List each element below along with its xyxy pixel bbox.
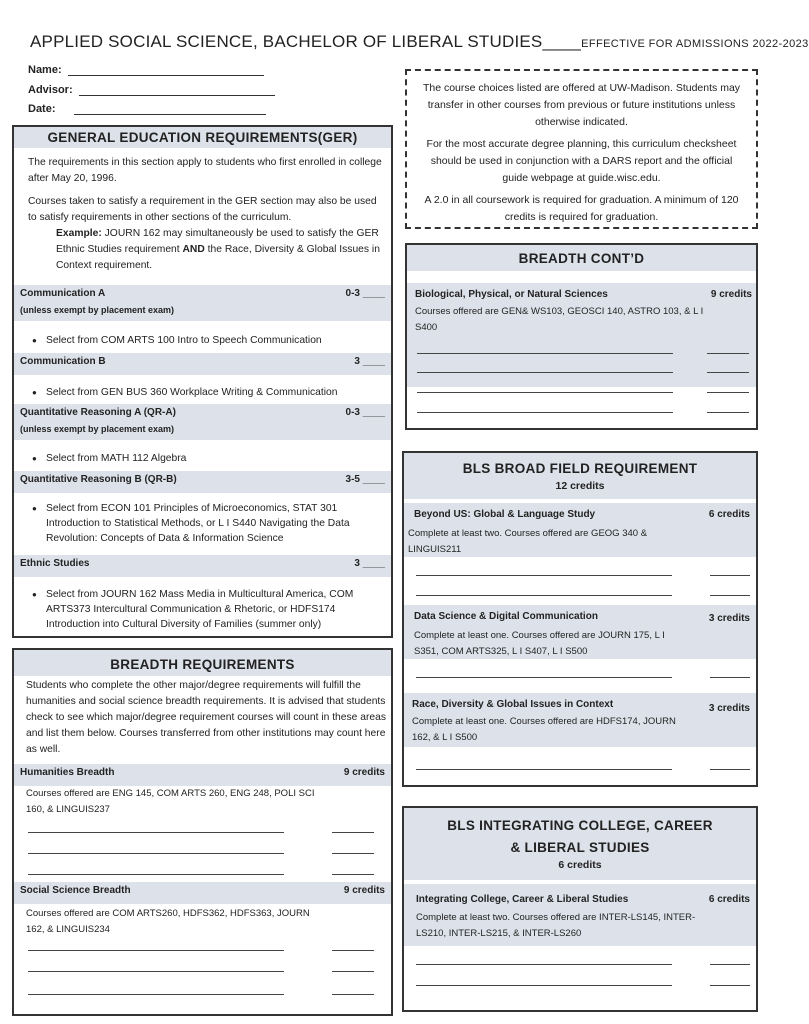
- race-diversity-desc: Complete at least one. Courses offered are HDFS174, JOURN 162, & L I S500: [412, 716, 676, 743]
- example-and: AND: [182, 244, 205, 255]
- qr-b-credits: 3-5 ____: [345, 474, 385, 485]
- breadth-contd-section: [405, 243, 758, 430]
- humanities-credit-blank-3[interactable]: [332, 874, 374, 875]
- beyond-us-desc: Complete at least two. Courses offered are GEOG 340 & LINGUIS211: [408, 528, 648, 555]
- data-science-credits: 3 credits: [708, 613, 750, 624]
- notice-p1: The course choices listed are offered at UW-Madison. Students may transfer in other courses from previous or future institutions unless otherwise indicated.: [422, 82, 741, 128]
- humanities-credits: 9 credits: [343, 767, 385, 778]
- beyond-us-credit-blank-1[interactable]: [710, 575, 750, 576]
- humanities-blank-2[interactable]: [28, 853, 284, 854]
- bio-label: Biological, Physical, or Natural Sciences: [415, 289, 608, 300]
- notice-p3: A 2.0 in all coursework is required for graduation. A minimum of 120 credits is required for graduation.: [424, 194, 739, 223]
- integrating-label: Integrating College, Career & Liberal Studies: [416, 894, 629, 905]
- bls-field-credits: 12 credits: [555, 480, 605, 492]
- name-field[interactable]: [28, 64, 264, 76]
- data-science-credit-blank-1[interactable]: [710, 677, 750, 678]
- qr-a-bullet: ● Select from MATH 112 Algebra: [28, 451, 388, 466]
- breadth-section: [12, 648, 393, 1016]
- breadth-contd-heading: BREADTH CONT’D: [407, 245, 756, 271]
- bio-blank-1[interactable]: [417, 353, 673, 354]
- bls-integrating-heading-2: & LIBERAL STUDIES: [510, 840, 650, 855]
- qr-a-row: [14, 404, 391, 440]
- ger-section: [12, 125, 393, 638]
- beyond-us-credits: 6 credits: [708, 509, 750, 520]
- race-diversity-credits: 3 credits: [708, 703, 750, 714]
- bio-blank-2[interactable]: [417, 372, 673, 373]
- social-credits: 9 credits: [343, 885, 385, 896]
- name-label: Name:: [28, 64, 62, 76]
- humanities-blank-3[interactable]: [28, 874, 284, 875]
- comm-a-row: [14, 285, 391, 321]
- date-field[interactable]: [28, 103, 266, 115]
- bio-credits: 9 credits: [710, 289, 752, 300]
- notice-p2: For the most accurate degree planning, this curriculum checksheet should be used in conjunction with a DARS report and the official guide webpage at guide.wisc.edu.: [426, 138, 737, 184]
- qr-a-credits: 0-3 ____: [345, 407, 385, 418]
- humanities-desc: Courses offered are ENG 145, COM ARTS 260, ENG 248, POLI SCI 160, & LINGUIS237: [26, 788, 315, 815]
- beyond-us-credit-blank-2[interactable]: [710, 595, 750, 596]
- date-line[interactable]: [74, 114, 266, 115]
- race-diversity-blank-1[interactable]: [416, 769, 672, 770]
- integrating-credit-blank-1[interactable]: [710, 964, 750, 965]
- social-label: Social Science Breadth: [20, 885, 131, 896]
- integrating-blank-2[interactable]: [416, 985, 672, 986]
- advisor-label: Advisor:: [28, 84, 73, 96]
- bio-credit-blank-1[interactable]: [707, 353, 749, 354]
- integrating-item-credits: 6 credits: [708, 894, 750, 905]
- humanities-row: [14, 764, 391, 786]
- bio-credit-blank-2[interactable]: [707, 372, 749, 373]
- comm-b-bullet: ● Select from GEN BUS 360 Workplace Writing & Communication: [28, 385, 388, 400]
- name-line[interactable]: [68, 75, 264, 76]
- data-science-label: Data Science & Digital Communication: [414, 611, 598, 622]
- bio-credit-blank-3[interactable]: [707, 392, 749, 393]
- advisor-field[interactable]: [28, 84, 275, 96]
- date-label: Date:: [28, 103, 56, 115]
- comm-b-row: [14, 353, 391, 375]
- ethnic-credits: 3 ____: [354, 558, 385, 569]
- bls-integrating-heading-1: BLS INTEGRATING COLLEGE, CAREER: [447, 818, 713, 833]
- social-blank-2[interactable]: [28, 971, 284, 972]
- ger-intro-2: Courses taken to satisfy a requirement in the GER section may also be used to satisfy requirements in other sections of the curriculum.: [28, 196, 377, 223]
- beyond-us-blank-2[interactable]: [416, 595, 672, 596]
- example-label: Example:: [56, 228, 102, 239]
- comm-b-credits: 3 ____: [354, 356, 385, 367]
- beyond-us-blank-1[interactable]: [416, 575, 672, 576]
- social-credit-blank-1[interactable]: [332, 950, 374, 951]
- page-title: [30, 32, 809, 52]
- comm-a-credits: 0-3 ____: [345, 288, 385, 299]
- beyond-us-label: Beyond US: Global & Language Study: [414, 509, 596, 520]
- bio-desc: Courses offered are GEN& WS103, GEOSCI 140, ASTRO 103, & L I S400: [415, 306, 704, 333]
- data-science-blank-1[interactable]: [416, 677, 672, 678]
- ethnic-bullet: ● Select from JOURN 162 Mass Media in Multicultural America, COM ARTS373 Intercultural Communication & Rhetoric, or HDFS174 Introduction into Cultural Diversity of Families (summer only): [28, 587, 388, 632]
- example-text-b: the Race, Diversity & Global Issues in Context requirement.: [56, 244, 380, 271]
- qr-a-label: Quantitative Reasoning A (QR-A): [20, 407, 176, 418]
- comm-a-bullet: ● Select from COM ARTS 100 Intro to Speech Communication: [28, 333, 388, 348]
- notice-box: [405, 69, 758, 229]
- bio-credit-blank-4[interactable]: [707, 412, 749, 413]
- integrating-blank-1[interactable]: [416, 964, 672, 965]
- program-title: APPLIED SOCIAL SCIENCE, BACHELOR OF LIBERAL STUDIES____: [30, 32, 582, 51]
- bio-blank-4[interactable]: [417, 412, 673, 413]
- humanities-label: Humanities Breadth: [20, 767, 115, 778]
- comm-b-label: Communication B: [20, 356, 106, 367]
- bls-field-heading: BLS BROAD FIELD REQUIREMENT: [462, 461, 698, 476]
- effective-date: EFFECTIVE FOR ADMISSIONS 2022-2023: [581, 38, 809, 50]
- social-blank-1[interactable]: [28, 950, 284, 951]
- qr-a-note: (unless exempt by placement exam): [20, 424, 175, 434]
- social-desc: Courses offered are COM ARTS260, HDFS362, HDFS363, JOURN 162, & LINGUIS234: [26, 908, 310, 935]
- example-text-a: JOURN 162 may simultaneously be used to satisfy the GER Ethnic Studies requirement: [56, 228, 379, 255]
- ger-example: [56, 226, 391, 274]
- humanities-credit-blank-2[interactable]: [332, 853, 374, 854]
- bio-blank-3[interactable]: [417, 392, 673, 393]
- advisor-line[interactable]: [79, 95, 275, 96]
- integrating-credit-blank-2[interactable]: [710, 985, 750, 986]
- qr-b-bullet: ● Select from ECON 101 Principles of Microeconomics, STAT 301 Introduction to Statistical Methods, or L I S440 Navigating the Data Revolution: Concepts of Data & Information Science: [28, 501, 388, 546]
- ethnic-label: Ethnic Studies: [20, 558, 90, 569]
- ethnic-row: [14, 555, 391, 577]
- ger-heading: GENERAL EDUCATION REQUIREMENTS(GER): [14, 127, 391, 148]
- breadth-intro: Students who complete the other major/degree requirements will fulfill the humanities and social science breadth requirements. It is advised that students check to see which major/degree requirement courses will count in these areas and list them below. Courses transferred from other institutions may count here as well.: [26, 680, 386, 755]
- bls-integrating-heading-block: [404, 808, 756, 880]
- race-diversity-label: Race, Diversity & Global Issues in Context: [412, 699, 614, 710]
- qr-b-label: Quantitative Reasoning B (QR-B): [20, 474, 177, 485]
- ger-intro-1: The requirements in this section apply to students who first enrolled in college after May 20, 1996.: [28, 157, 382, 184]
- race-diversity-credit-blank-1[interactable]: [710, 769, 750, 770]
- social-credit-blank-3[interactable]: [332, 994, 374, 995]
- comm-a-note: (unless exempt by placement exam): [20, 305, 175, 315]
- bls-integrating-section: [402, 806, 758, 1012]
- social-row: [14, 882, 391, 904]
- data-science-desc: Complete at least one. Courses offered are JOURN 175, L I S351, COM ARTS325, L I S407, L I S500: [414, 630, 665, 657]
- bls-field-heading-block: [404, 453, 756, 499]
- bls-integrating-credits: 6 credits: [558, 859, 602, 871]
- breadth-heading: BREADTH REQUIREMENTS: [14, 650, 391, 676]
- qr-b-row: [14, 471, 391, 493]
- humanities-blank-1[interactable]: [28, 832, 284, 833]
- comm-a-label: Communication A: [20, 288, 106, 299]
- humanities-credit-blank-1[interactable]: [332, 832, 374, 833]
- bls-field-section: [402, 451, 758, 787]
- integrating-desc: Complete at least two. Courses offered are INTER-LS145, INTER-LS210, INTER-LS215, & INTER-LS260: [416, 912, 696, 939]
- social-credit-blank-2[interactable]: [332, 971, 374, 972]
- social-blank-3[interactable]: [28, 994, 284, 995]
